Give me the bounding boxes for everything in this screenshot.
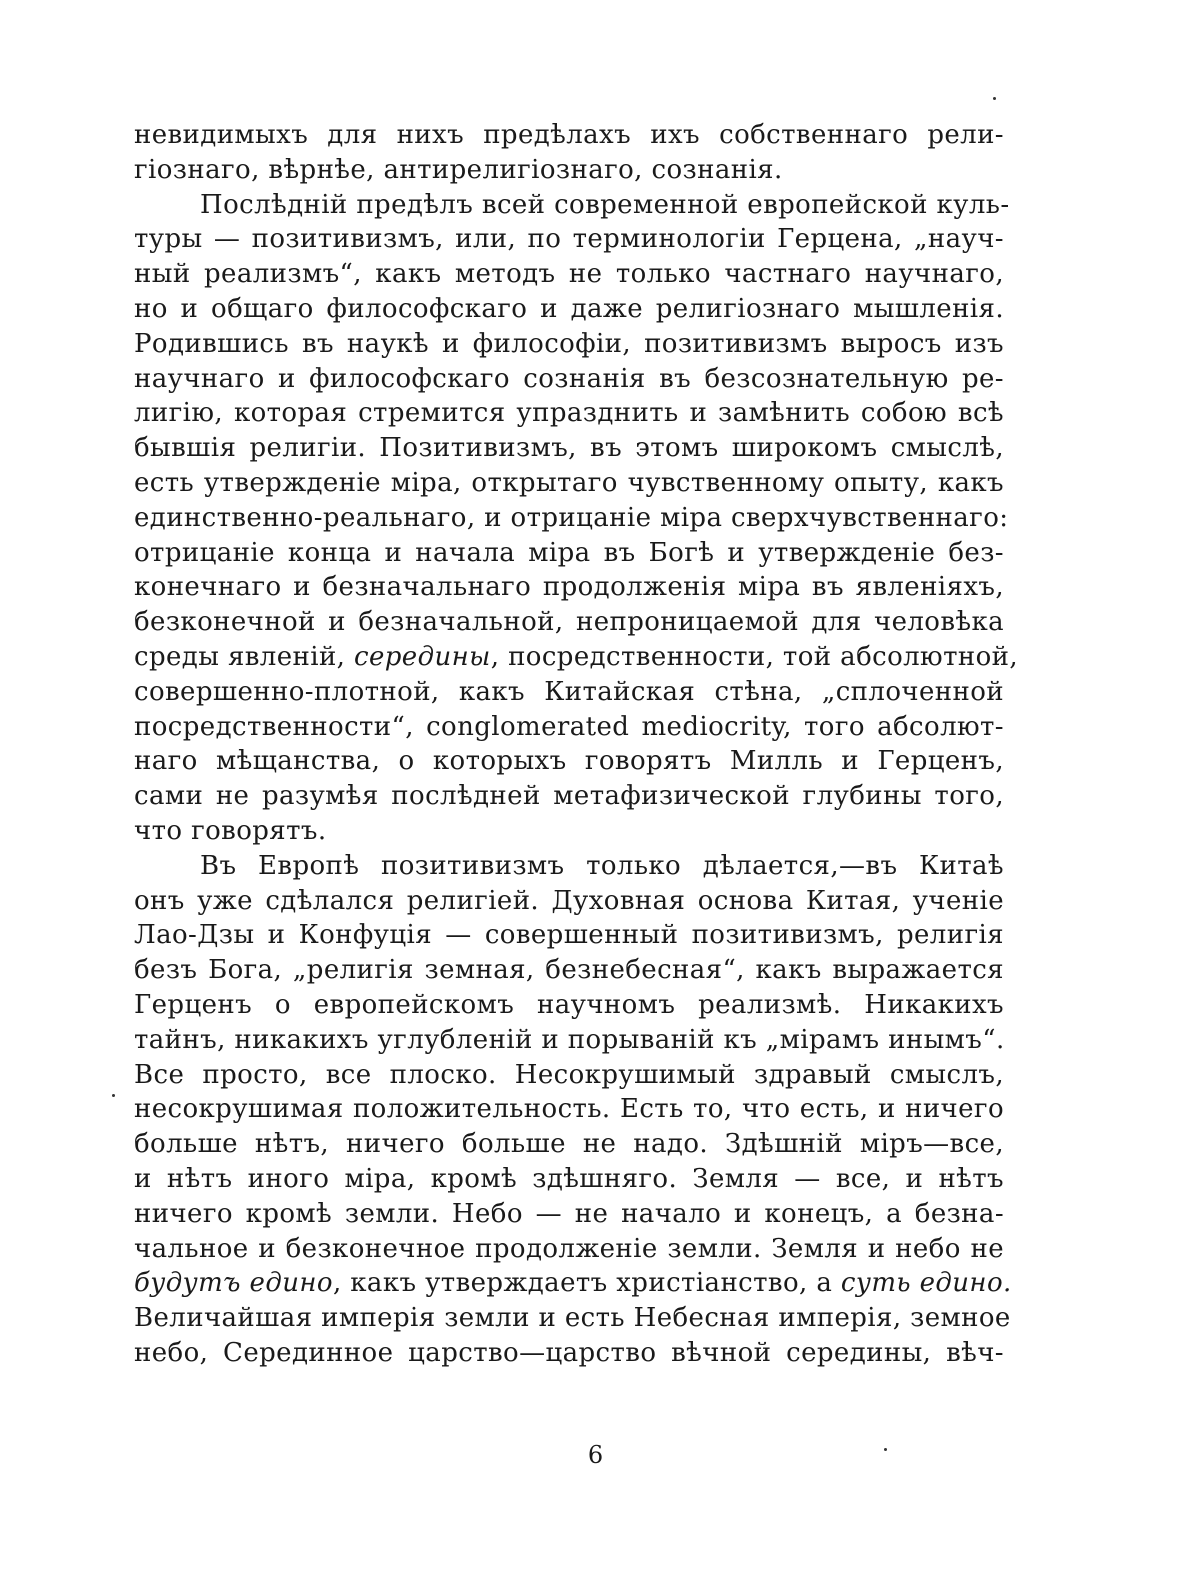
text-line bbox=[134, 466, 1004, 501]
text-line bbox=[134, 918, 1004, 953]
text-segment: среды явленій, bbox=[134, 641, 355, 672]
text-segment: , какъ утверждаетъ христіанство, а bbox=[332, 1268, 841, 1299]
text-segment: несокрушимая положительность. Есть то, что есть, и ничего bbox=[134, 1094, 1004, 1125]
text-line bbox=[134, 1058, 1004, 1093]
text-segment: безъ Бога, „религія земная, безнебесная“, какъ выражается bbox=[134, 955, 1004, 986]
text-line bbox=[134, 188, 1010, 223]
text-segment: тайнъ, никакихъ углубленій и порываній къ „мірамъ инымъ“. bbox=[134, 1024, 1005, 1055]
text-segment: гіознаго, вѣрнѣе, антирелигіознаго, сознанія. bbox=[134, 154, 783, 185]
italic-emphasis: середины bbox=[354, 641, 491, 672]
scan-speck bbox=[884, 1448, 887, 1451]
text-segment: небо, Серединное царство—царство вѣчной середины, вѣч- bbox=[134, 1337, 1004, 1368]
text-segment: бывшія религіи. Позитивизмъ, въ этомъ широкомъ смыслѣ, bbox=[134, 433, 1004, 464]
text-line bbox=[134, 675, 1004, 710]
text-line bbox=[134, 744, 1004, 779]
text-segment: лигію, которая стремится упразднить и замѣнить собою всѣ bbox=[134, 398, 1004, 429]
text-segment: больше нѣтъ, ничего больше не надо. Здѣшній міръ—все, bbox=[134, 1129, 1004, 1160]
text-segment: научнаго и философскаго сознанія въ безсознательную ре- bbox=[134, 363, 1004, 394]
text-segment: , посредственности, той абсолютной, bbox=[490, 641, 1019, 672]
text-line bbox=[134, 710, 1004, 745]
page-number: 6 bbox=[587, 1441, 604, 1469]
text-segment: Послѣдній предѣлъ всей современной европейской куль- bbox=[200, 189, 1010, 220]
text-line bbox=[134, 1023, 1004, 1058]
text-line bbox=[134, 362, 1004, 397]
italic-emphasis: суть едино. bbox=[840, 1268, 1012, 1299]
text-line bbox=[134, 292, 1004, 327]
text-line bbox=[134, 1162, 1004, 1197]
text-line bbox=[134, 1197, 1004, 1232]
text-segment: и нѣтъ иного міра, кромѣ здѣшняго. Земля — все, и нѣтъ bbox=[134, 1163, 1004, 1194]
text-segment: но и общаго философскаго и даже религіознаго мышленія. bbox=[134, 293, 1004, 324]
text-line bbox=[134, 1092, 1004, 1127]
text-segment: отрицаніе конца и начала міра въ Богѣ и утвержденіе без- bbox=[134, 537, 1004, 568]
text-line bbox=[134, 953, 1004, 988]
text-line bbox=[134, 640, 1019, 675]
text-segment: что говорятъ. bbox=[134, 815, 327, 846]
text-line bbox=[134, 396, 1004, 431]
text-segment: сами не разумѣя послѣдней метафизической глубины того, bbox=[134, 781, 1004, 812]
text-segment: чальное и безконечное продолженіе земли. Земля и небо не bbox=[134, 1233, 1004, 1264]
text-line bbox=[134, 501, 1009, 536]
text-line bbox=[134, 605, 1004, 640]
text-line bbox=[134, 570, 1004, 605]
text-line bbox=[134, 222, 1004, 257]
text-segment: единственно-реальнаго, и отрицаніе міра сверхчувственнаго: bbox=[134, 502, 1009, 533]
text-line bbox=[134, 988, 1004, 1023]
text-segment: Герценъ о европейскомъ научномъ реализмѣ. Никакихъ bbox=[134, 989, 1004, 1020]
text-line bbox=[134, 536, 1004, 571]
text-line bbox=[134, 1301, 1011, 1336]
scan-speck bbox=[112, 1094, 115, 1097]
text-segment: невидимыхъ для нихъ предѣлахъ ихъ собственнаго рели- bbox=[134, 120, 1004, 150]
text-segment: Въ Европѣ позитивизмъ только дѣлается,—въ Китаѣ bbox=[200, 850, 1004, 881]
text-segment: есть утвержденіе міра, открытаго чувственному опыту, какъ bbox=[134, 467, 1004, 498]
text-line bbox=[134, 1336, 1004, 1371]
text-line bbox=[134, 1266, 1012, 1301]
text-line bbox=[134, 431, 1004, 466]
text-line bbox=[134, 327, 1004, 362]
text-line bbox=[134, 849, 1004, 884]
text-segment: ный реализмъ“, какъ методъ не только частнаго научнаго, bbox=[134, 259, 1004, 290]
text-line bbox=[134, 1232, 1004, 1267]
text-segment: совершенно-плотной, какъ Китайская стѣна, „сплоченной bbox=[134, 676, 1004, 707]
text-line bbox=[134, 257, 1004, 292]
text-line bbox=[134, 153, 1004, 188]
text-segment: Родившись въ наукѣ и философіи, позитивизмъ выросъ изъ bbox=[134, 328, 1004, 359]
text-line bbox=[134, 884, 1004, 919]
text-segment: Все просто, все плоско. Несокрушимый здравый смыслъ, bbox=[134, 1059, 1004, 1090]
text-segment: наго мѣщанства, о которыхъ говорятъ Милль и Герценъ, bbox=[134, 746, 1004, 777]
text-segment: Величайшая имперія земли и есть Небесная имперія, земное bbox=[134, 1303, 1011, 1334]
text-segment: туры — позитивизмъ, или, по терминологіи Герцена, „науч- bbox=[134, 224, 1004, 255]
italic-emphasis: будутъ едино bbox=[134, 1268, 333, 1299]
text-line bbox=[134, 1127, 1004, 1162]
text-segment: безконечной и безначальной, непроницаемой для человѣка bbox=[134, 607, 1004, 638]
text-line bbox=[134, 779, 1004, 814]
text-segment: конечнаго и безначальнаго продолженія міра въ явленіяхъ, bbox=[134, 572, 1004, 603]
body-text bbox=[134, 118, 1019, 1371]
text-segment: посредственности“, conglomerated mediocrity, того абсолют- bbox=[134, 711, 1004, 742]
scan-speck bbox=[993, 97, 996, 100]
text-segment: Лао-Дзы и Конфуція — совершенный позитивизмъ, религія bbox=[134, 920, 1004, 951]
text-line bbox=[134, 814, 1004, 849]
text-line bbox=[134, 118, 1004, 153]
text-segment: ничего кромѣ земли. Небо — не начало и конецъ, а безна- bbox=[134, 1198, 1004, 1229]
text-segment: онъ уже сдѣлался религіей. Духовная основа Китая, ученіе bbox=[134, 885, 1004, 916]
